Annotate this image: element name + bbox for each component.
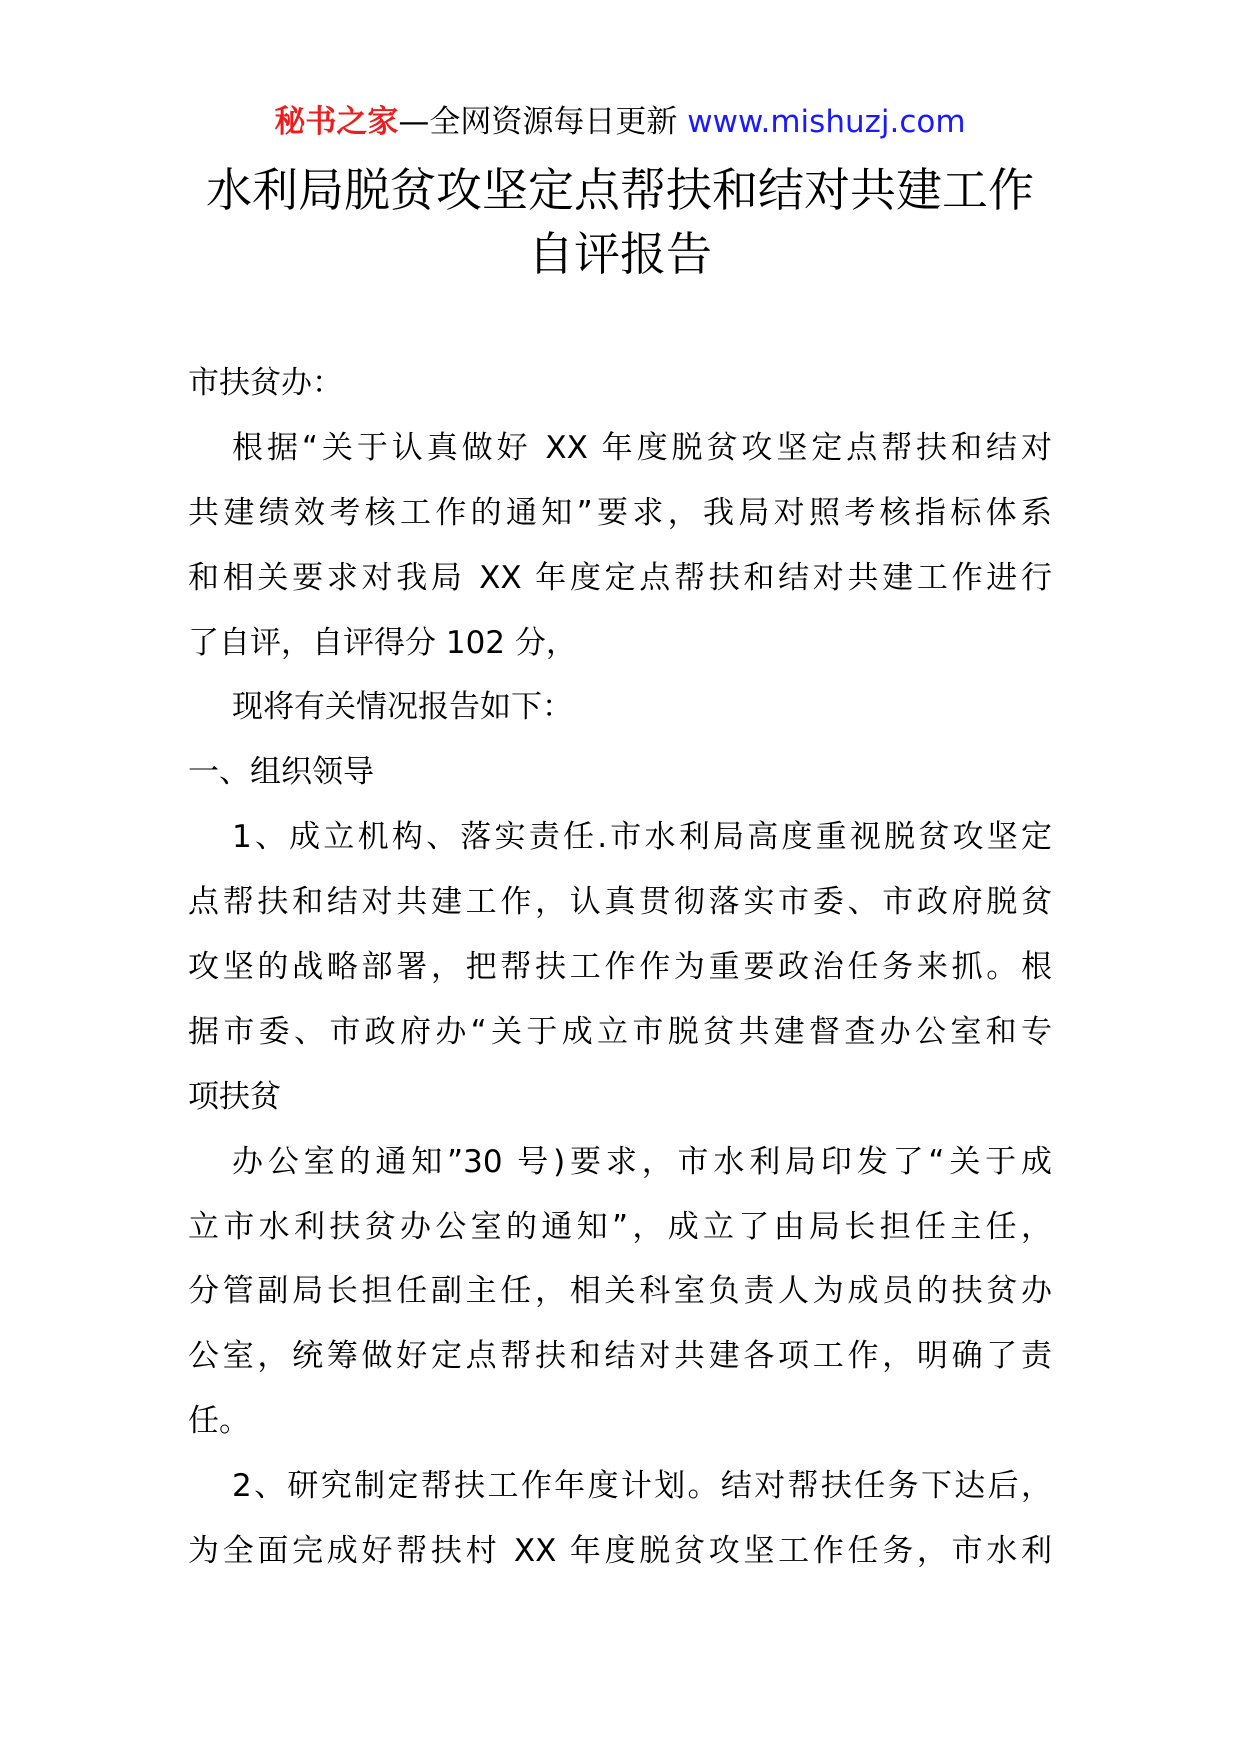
paragraph-line: 现将有关情况报告如下： <box>232 689 573 726</box>
section-heading: 一、组织领导 <box>188 754 374 791</box>
paragraph-line: 任。 <box>188 1403 250 1440</box>
paragraph-line: 为全面完成好帮扶村 XX 年度脱贫攻坚工作任务，市水利 <box>188 1533 1052 1570</box>
paragraph-line: 点帮扶和结对共建工作，认真贯彻落实市委、市政府脱贫 <box>188 884 1052 921</box>
paragraph-line: 了自评，自评得分 102 分， <box>188 624 577 661</box>
document-title-line-1: 水利局脱贫攻坚定点帮扶和结对共建工作 <box>206 163 1034 217</box>
paragraph-line: 和相关要求对我局 XX 年度定点帮扶和结对共建工作进行 <box>188 559 1052 596</box>
banner-slogan: —全网资源每日更新 <box>398 104 678 140</box>
site-banner <box>0 102 1240 142</box>
paragraph-line: 攻坚的战略部署，把帮扶工作作为重要政治任务来抓。根 <box>188 949 1052 986</box>
document-body <box>188 360 1052 1593</box>
paragraph-line: 项扶贫 <box>188 1078 281 1115</box>
paragraph-line: 1、成立机构、落实责任.市水利局高度重视脱贫攻坚定 <box>232 819 1052 856</box>
paragraph-line: 根据“关于认真做好 XX 年度脱贫攻坚定点帮扶和结对 <box>232 429 1052 466</box>
salutation: 市扶贫办： <box>188 365 343 401</box>
paragraph-line: 办公室的通知”30 号)要求，市水利局印发了“关于成 <box>232 1143 1052 1180</box>
paragraph-line: 2、研究制定帮扶工作年度计划。结对帮扶任务下达后， <box>232 1468 1052 1505</box>
document-title-line-2: 自评报告 <box>528 227 712 281</box>
paragraph-line: 分管副局长担任副主任，相关科室负责人为成员的扶贫办 <box>188 1273 1052 1310</box>
paragraph-line: 公室，统筹做好定点帮扶和结对共建各项工作，明确了责 <box>188 1338 1052 1375</box>
paragraph-line: 据市委、市政府办“关于成立市脱贫共建督查办公室和专 <box>188 1013 1052 1050</box>
brand-name: 秘书之家 <box>274 104 399 140</box>
paragraph-line: 共建绩效考核工作的通知”要求，我局对照考核指标体系 <box>188 494 1052 531</box>
paragraph-line: 立市水利扶贫办公室的通知”，成立了由局长担任主任， <box>188 1208 1052 1245</box>
site-url-link[interactable]: www.mishuzj.com <box>687 104 966 140</box>
